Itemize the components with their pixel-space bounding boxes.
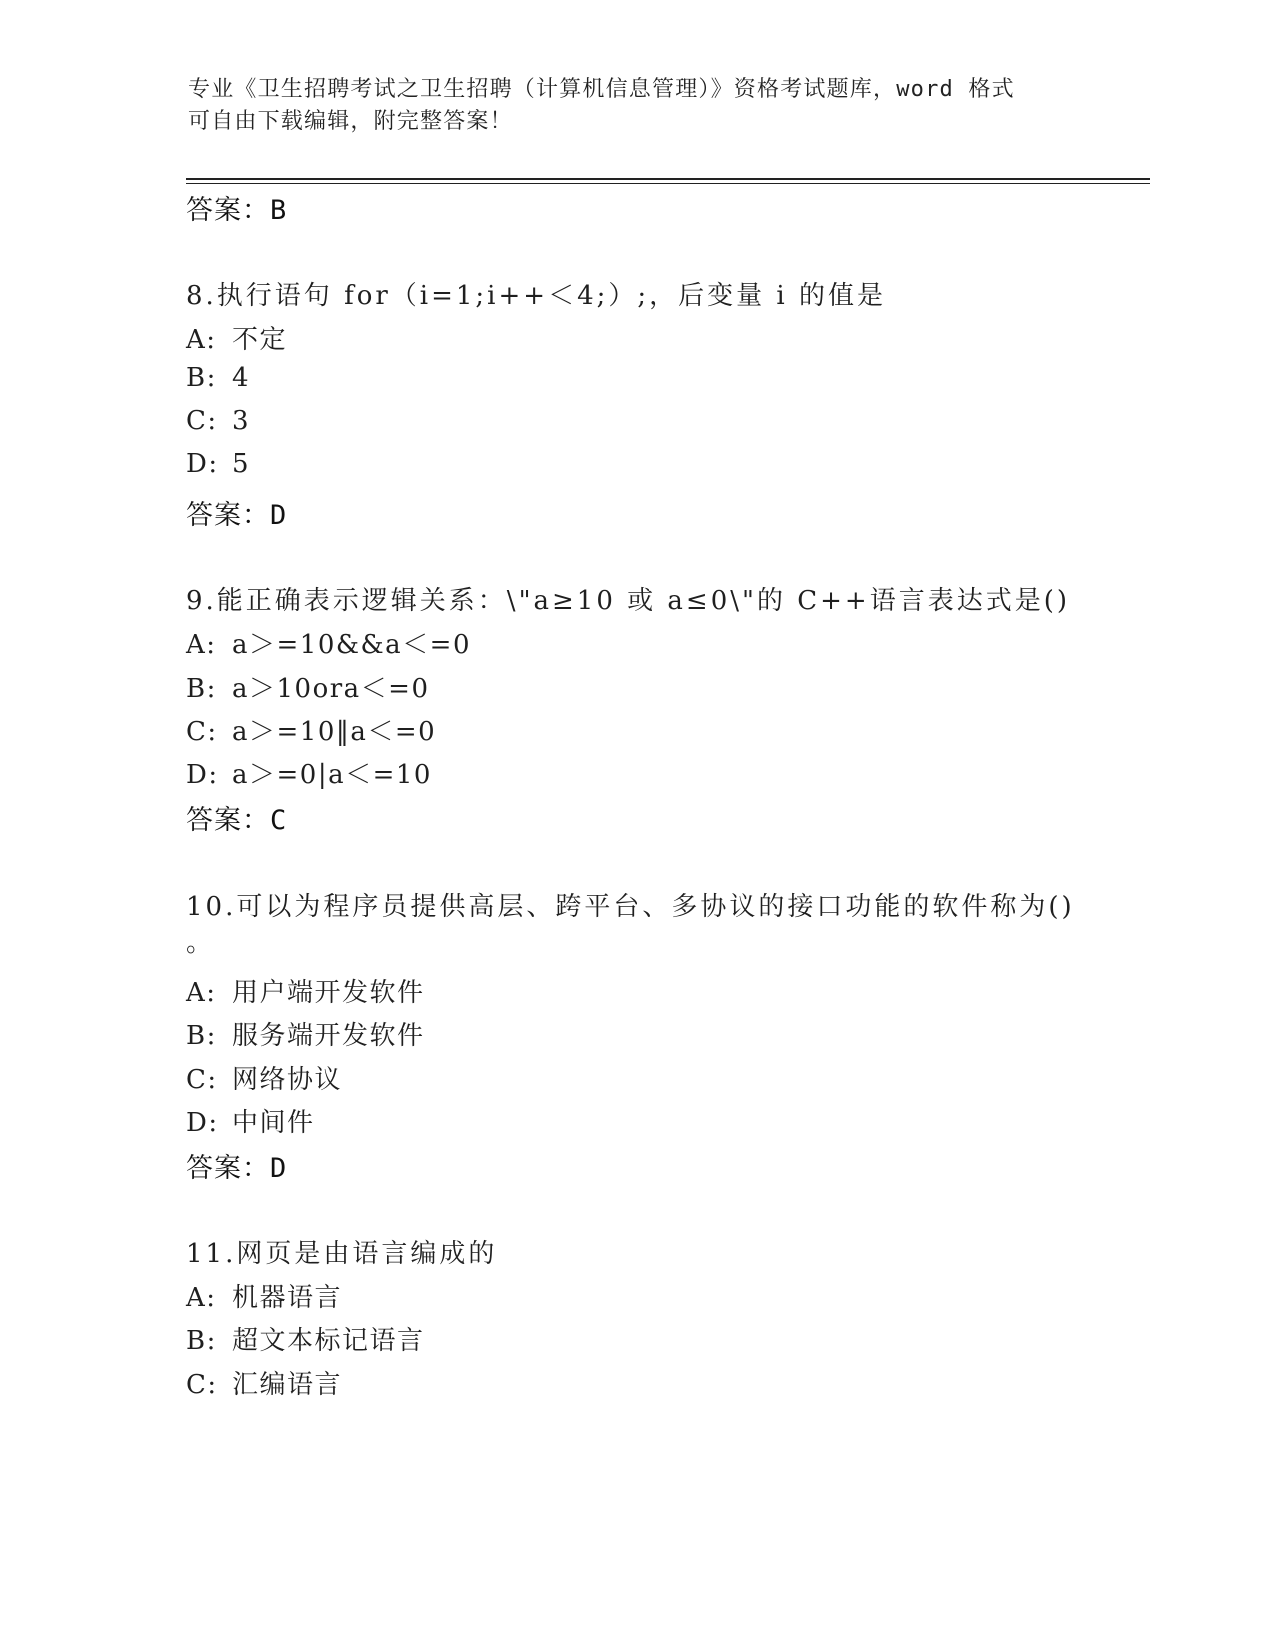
option-text: 超文本标记语言 xyxy=(232,1326,425,1356)
option-key: D: xyxy=(186,1108,219,1138)
option-key: B: xyxy=(186,674,217,704)
option-text: 4 xyxy=(232,363,251,393)
option-text: 不定 xyxy=(232,325,288,355)
question-9-option-a xyxy=(186,624,471,661)
option-key: A: xyxy=(186,978,217,1008)
question-9-option-b xyxy=(186,668,430,705)
question-8-option-a xyxy=(186,319,287,356)
option-text: 网络协议 xyxy=(232,1065,343,1095)
question-9-title: 9.能正确表示逻辑关系：\"a≥10 或 a≤0\"的 C++语言表达式是() xyxy=(186,586,1070,616)
document-header xyxy=(188,74,1068,138)
question-10-title: 10.可以为程序员提供高层、跨平台、多协议的接口功能的软件称为() xyxy=(186,892,1075,922)
option-text: 机器语言 xyxy=(232,1283,343,1313)
question-10-option-a xyxy=(186,972,425,1009)
question-10-option-d xyxy=(186,1102,315,1139)
question-11-option-c xyxy=(186,1364,342,1401)
option-key: B: xyxy=(186,1326,217,1356)
question-9-option-d xyxy=(186,754,432,791)
option-key: A: xyxy=(186,325,217,355)
question-10-option-c xyxy=(186,1059,342,1096)
question-10-option-b xyxy=(186,1015,425,1052)
question-9-answer: 答案：C xyxy=(186,805,288,836)
option-text: a＞10ora＜=0 xyxy=(232,674,430,704)
question-8-option-b xyxy=(186,363,250,393)
option-key: C: xyxy=(186,406,218,436)
option-text: a＞=0|a＜=10 xyxy=(232,760,432,790)
question-8-option-d xyxy=(186,449,250,479)
option-text: a＞=10&&a＜=0 xyxy=(232,630,471,660)
header-divider xyxy=(186,178,1150,184)
option-key: A: xyxy=(186,1283,217,1313)
header-line-1: 专业《卫生招聘考试之卫生招聘（计算机信息管理）》资格考试题库，word 格式 xyxy=(188,77,1015,102)
question-11-option-b xyxy=(186,1320,425,1357)
option-text: 3 xyxy=(232,406,251,436)
option-key: B: xyxy=(186,363,217,393)
question-8-title: 8.执行语句 for（i=1;i++＜4;）;，后变量 i 的值是 xyxy=(186,281,886,311)
option-text: 汇编语言 xyxy=(232,1370,343,1400)
question-8-answer: 答案：D xyxy=(186,500,288,531)
question-8-option-c xyxy=(186,406,250,436)
option-key: C: xyxy=(186,1065,218,1095)
header-line-2: 可自由下载编辑，附完整答案！ xyxy=(188,109,513,134)
option-text: 中间件 xyxy=(232,1108,315,1138)
question-10-title-continuation: 。 xyxy=(186,928,214,958)
option-key: A: xyxy=(186,630,217,660)
option-key: B: xyxy=(186,1021,217,1051)
option-text: 5 xyxy=(232,449,251,479)
question-9-option-c xyxy=(186,711,436,748)
option-key: D: xyxy=(186,760,219,790)
option-text: a＞=10‖a＜=0 xyxy=(232,717,437,747)
question-11-title: 11.网页是由语言编成的 xyxy=(186,1239,498,1269)
question-10-answer: 答案：D xyxy=(186,1153,288,1184)
question-11-option-a xyxy=(186,1277,342,1314)
option-key: C: xyxy=(186,1370,218,1400)
option-text: 服务端开发软件 xyxy=(232,1021,425,1051)
option-key: C: xyxy=(186,717,218,747)
option-key: D: xyxy=(186,449,219,479)
previous-answer: 答案：B xyxy=(186,195,288,226)
option-text: 用户端开发软件 xyxy=(232,978,425,1008)
